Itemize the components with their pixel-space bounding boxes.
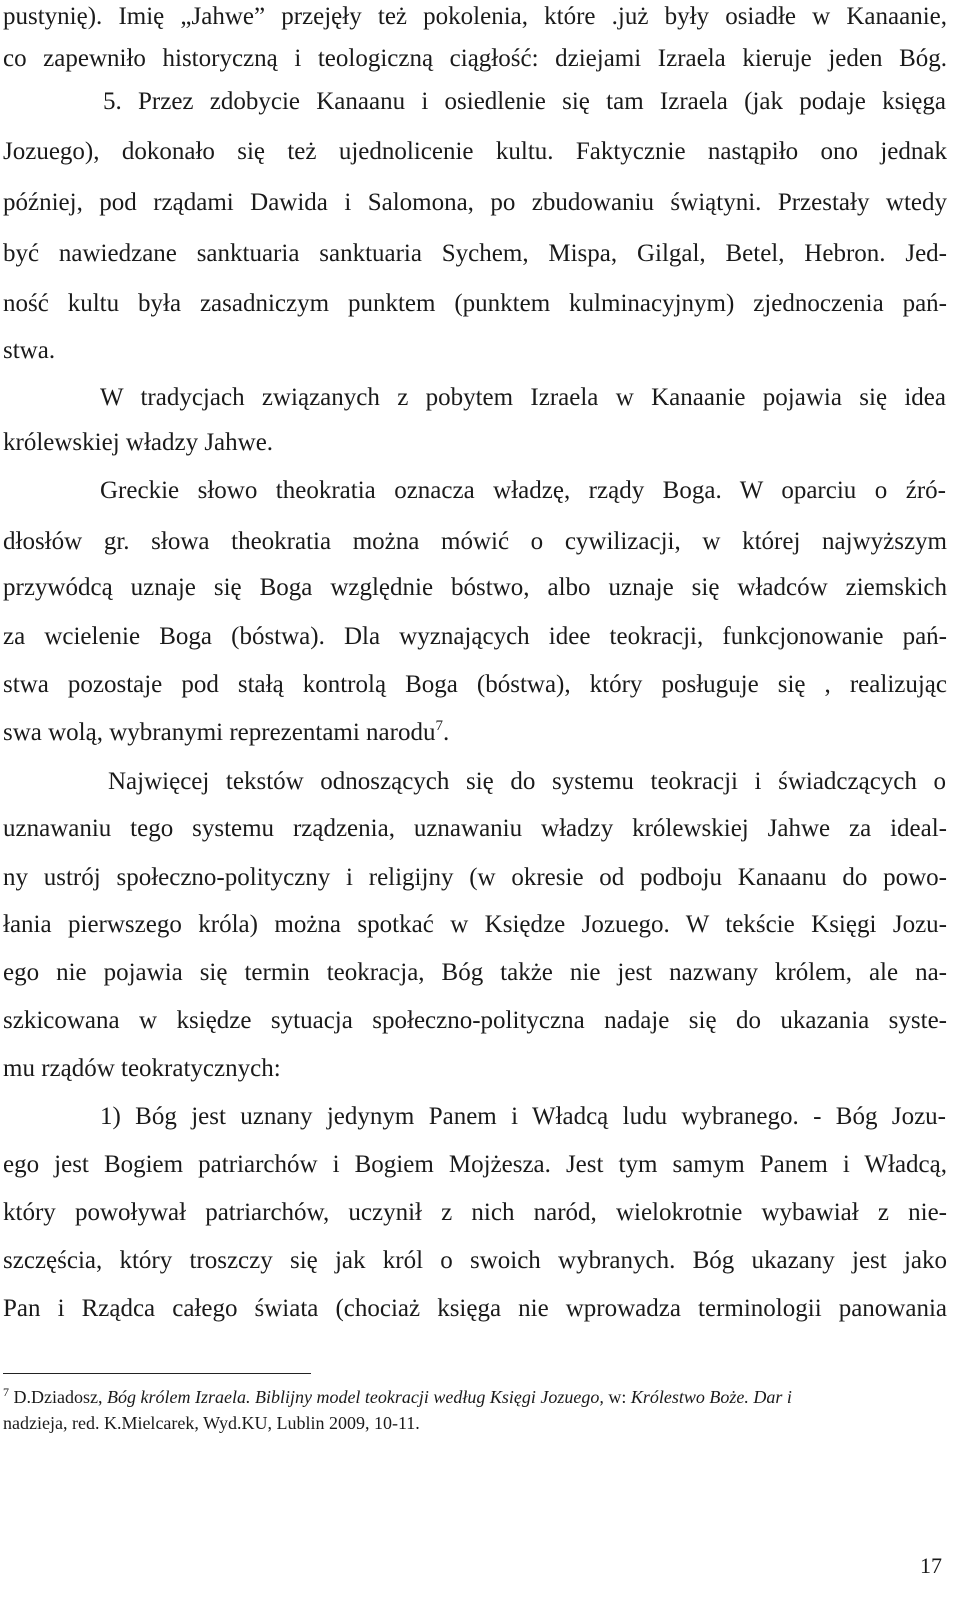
body-line: pustynię). Imię „Jahwe” przejęły też pokolenia, które .już były osiadłe w Kanaanie, [3, 3, 947, 30]
footnote-in: w: [603, 1387, 631, 1407]
list-item-start: 1) Bóg jest uznany jedynym Panem i Władcą ludu wybranego. - Bóg Jozu- [100, 1103, 946, 1130]
body-line: ego jest Bogiem patriarchów i Bogiem Mojżesza. Jest tym samym Panem i Władcą, [3, 1151, 947, 1178]
body-line: mu rządów teokratycznych: [3, 1055, 281, 1082]
page-number: 17 [920, 1553, 942, 1578]
body-line: łania pierwszego króla) można spotkać w Księdze Jozuego. W tekście Księgi Jozu- [3, 911, 947, 938]
footnote [3, 1386, 947, 1408]
footnote-reference[interactable]: 7 [435, 718, 443, 734]
body-line: szkicowana w księdze sytuacja społeczno-polityczna nadaje się do ukazania syste- [3, 1007, 947, 1034]
body-line: Pan i Rządca całego świata (chociaż księga nie wprowadza terminologii panowania [3, 1295, 947, 1322]
body-line: przywódcą uznaje się Boga względnie bóstwo, albo uznaje się władców ziemskich [3, 574, 947, 601]
paragraph-start: W tradycjach związanych z pobytem Izraela w Kanaanie pojawia się idea [100, 384, 946, 411]
footnote-author: D.Dziadosz, [9, 1387, 107, 1407]
body-line: królewskiej władzy Jahwe. [3, 429, 274, 456]
footnote-collection: Królestwo Boże. Dar i [630, 1387, 792, 1407]
body-line: za wcielenie Boga (bóstwa). Dla wyznających idee teokracji, funkcjonowanie pań- [3, 623, 947, 650]
footnote-number: 7 [3, 1385, 9, 1399]
body-line: ność kultu była zasadniczym punktem (punktem kulminacyjnym) zjednoczenia pań- [3, 290, 947, 317]
body-text: . [442, 719, 450, 746]
body-line: uznawaniu tego systemu rządzenia, uznawaniu władzy królewskiej Jahwe za ideal- [3, 815, 947, 842]
body-line: być nawiedzane sanktuaria sanktuaria Sychem, Mispa, Gilgal, Betel, Hebron. Jed- [3, 240, 947, 267]
body-line: co zapewniło historyczną i teologiczną ciągłość: dziejami Izraela kieruje jeden Bóg. [3, 45, 947, 72]
body-line-with-footnote-ref [3, 718, 947, 748]
body-line: stwa. [3, 337, 56, 364]
body-line: stwa pozostaje pod stałą kontrolą Boga (bóstwa), który posługuje się , realizując [3, 671, 947, 698]
body-line: ny ustrój społeczno-polityczny i religijny (w okresie od podboju Kanaanu do powo- [3, 864, 947, 891]
body-text: swa wolą, wybranymi reprezentami narodu [3, 719, 436, 746]
body-line: później, pod rządami Dawida i Salomona, po zbudowaniu świątyni. Przestały wtedy [3, 189, 947, 216]
footnote-title: Bóg królem Izraela. Biblijny model teokracji według Księgi Jozuego, [106, 1387, 604, 1407]
paragraph-start: Greckie słowo theokratia oznacza władzę, rządy Boga. W oparciu o źró- [100, 477, 946, 504]
body-line: szczęścia, który troszczy się jak król o swoich wybranych. Bóg ukazany jest jako [3, 1247, 947, 1274]
paragraph-start: Najwięcej tekstów odnoszących się do systemu teokracji i świadczących o [108, 768, 946, 795]
numbered-paragraph-start: 5. Przez zdobycie Kanaanu i osiedlenie się tam Izraela (jak podaje księga [103, 88, 946, 115]
body-line: dłosłów gr. słowa theokratia można mówić o cywilizacji, w której najwyższym [3, 528, 947, 555]
footnote-separator [3, 1373, 311, 1374]
footnote-line: nadzieja, red. K.Mielcarek, Wyd.KU, Lublin 2009, 10-11. [3, 1413, 420, 1433]
body-line: ego nie pojawia się termin teokracja, Bóg także nie jest nazwany królem, ale na- [3, 959, 947, 986]
body-line: który powoływał patriarchów, uczynił z nich naród, wielokrotnie wybawiał z nie- [3, 1199, 947, 1226]
body-line: Jozuego), dokonało się też ujednolicenie kultu. Faktycznie nastąpiło ono jednak [3, 138, 947, 165]
